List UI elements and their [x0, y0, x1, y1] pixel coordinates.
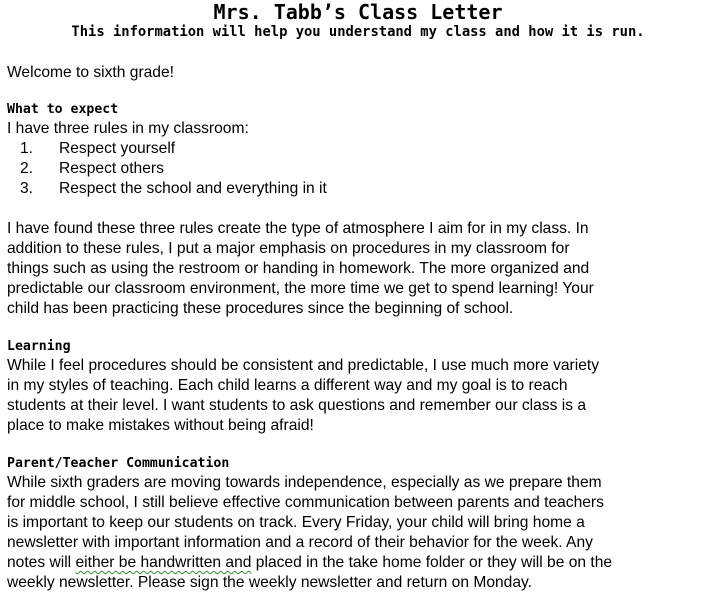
letter-subtitle: This information will help you understand my class and how it is run.: [71, 24, 645, 40]
letter-title: Mrs. Tabb’s Class Letter: [213, 0, 503, 24]
rule-item: [7, 159, 327, 179]
heading-parent-teacher-communication: Parent/Teacher Communication: [7, 456, 230, 471]
rules-list: [7, 139, 327, 199]
rule-text: Respect yourself: [59, 140, 176, 157]
rule-number: 3.: [19, 180, 33, 197]
rule-number: 2.: [19, 160, 33, 177]
rule-text: Respect others: [59, 160, 164, 177]
expect-paragraph: I have found these three rules create the type of atmosphere I aim for in my class. In addition to these rules, I put a major emphasis on procedures in my classroom for things such as using the restroom or handing in homework. The more organized and predictable our classroom environment, the more time we get to spend learning! Your child has been practicing these procedures since the beginning of school.: [7, 220, 594, 317]
rule-item: [7, 139, 327, 159]
communication-text-start: While sixth graders are moving towards independence, especially as we prepare them for middle school, I still believe effective communication between parents and teachers is important to keep our students on track. Every Friday, your child will bring home a newsletter with important information and a record of their behavior for the week. Any notes will: [7, 474, 604, 571]
rule-number: 1.: [19, 140, 33, 157]
learning-paragraph: While I feel procedures should be consistent and predictable, I use much more variety in my styles of teaching. Each child learns a different way and my goal is to reach students at their level. I want students to ask questions and remember our class is a place to make mistakes without being afraid!: [7, 357, 600, 434]
communication-text-end: placed in the take home folder or they will be on the weekly newsletter. Please sign the weekly newsletter and return on Monday.: [7, 554, 613, 591]
welcome-line: Welcome to sixth grade!: [7, 64, 174, 81]
grammar-squiggle-text: either be handwritten and: [75, 554, 252, 571]
heading-learning: Learning: [7, 339, 71, 354]
communication-paragraph: [7, 473, 712, 593]
rule-item: [7, 179, 327, 199]
rule-text: Respect the school and everything in it: [59, 180, 327, 197]
heading-what-to-expect: What to expect: [7, 102, 119, 117]
rules-intro: I have three rules in my classroom:: [7, 120, 249, 137]
